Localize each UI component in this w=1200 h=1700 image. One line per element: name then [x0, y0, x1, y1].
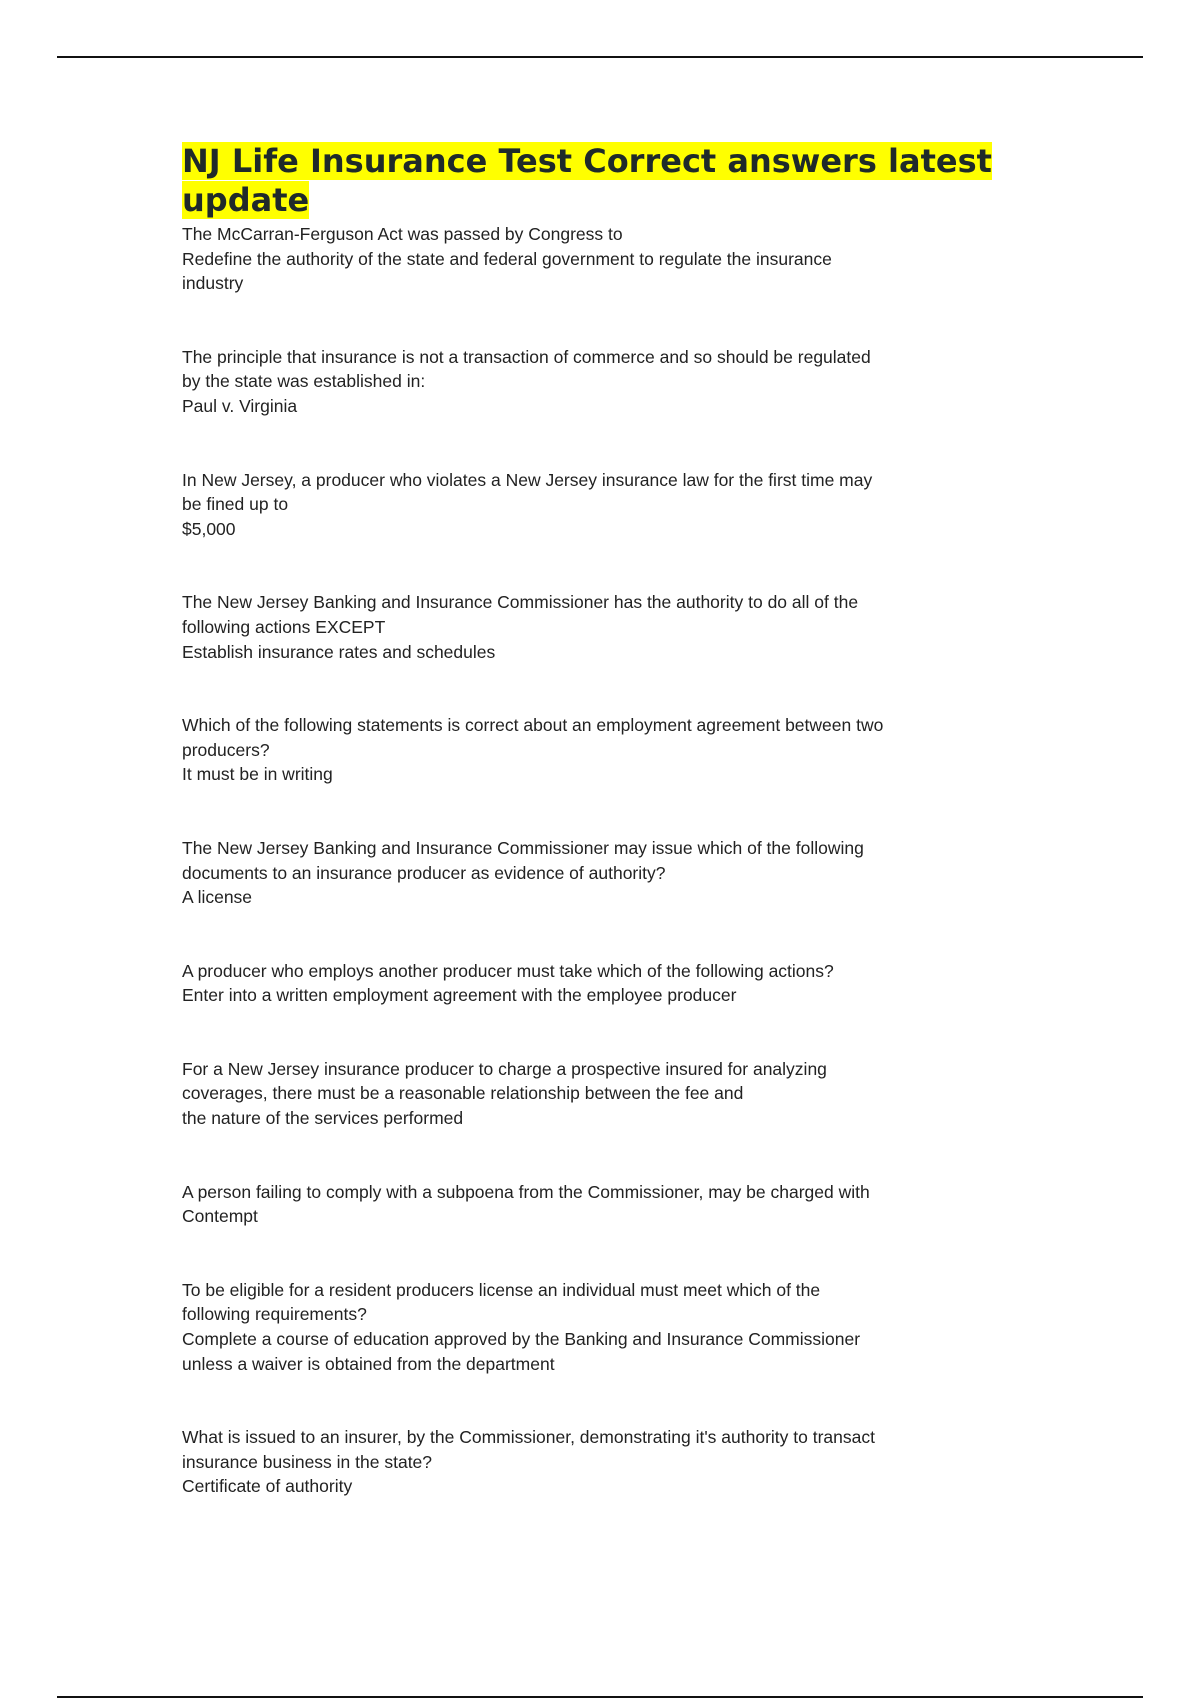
answer-text: Complete a course of education approved by the Banking and Insurance Commissioner unless a waiver is obtained from the department	[182, 1329, 861, 1374]
answer-text: A license	[182, 887, 253, 908]
qa-item	[182, 468, 1012, 542]
qa-item	[182, 1425, 1012, 1499]
question-text: A producer who employs another producer must take which of the following actions?	[182, 960, 834, 981]
bottom-rule	[57, 1696, 1143, 1698]
answer-text: $5,000	[182, 518, 236, 539]
answer-text: It must be in writing	[182, 764, 333, 785]
title-highlight: NJ Life Insurance Test Correct answers latest update	[182, 142, 992, 219]
qa-item	[182, 590, 1012, 664]
document-title	[182, 142, 1012, 220]
qa-item	[182, 345, 1012, 419]
question-text: In New Jersey, a producer who violates a New Jersey insurance law for the first time may be fined up to	[182, 469, 873, 515]
question-text: The New Jersey Banking and Insurance Commissioner has the authority to do all of the following actions EXCEPT	[182, 592, 859, 637]
qa-item	[182, 222, 1012, 296]
qa-item	[182, 1278, 1012, 1376]
question-text: A person failing to comply with a subpoena from the Commissioner, may be charged with	[182, 1181, 870, 1202]
answer-text: Enter into a written employment agreement with the employee producer	[182, 985, 737, 1006]
answer-text: Certificate of authority	[182, 1476, 353, 1497]
answer-text: Establish insurance rates and schedules	[182, 641, 496, 662]
question-text: To be eligible for a resident producers license an individual must meet which of the following requirements?	[182, 1279, 821, 1325]
question-text: The McCarran-Ferguson Act was passed by Congress to	[182, 224, 623, 244]
question-text: What is issued to an insurer, by the Commissioner, demonstrating it's authority to transact insurance business in the state?	[182, 1427, 875, 1472]
qa-item	[182, 836, 1012, 910]
answer-text: Redefine the authority of the state and federal government to regulate the insurance industry	[182, 248, 832, 294]
question-text: For a New Jersey insurance producer to charge a prospective insured for analyzing coverages, there must be a reasonable relationship between the fee and	[182, 1058, 827, 1104]
question-text: The New Jersey Banking and Insurance Commissioner may issue which of the following documents to an insurance producer as evidence of authority?	[182, 837, 864, 883]
qa-item	[182, 959, 1012, 1008]
answer-text: the nature of the services performed	[182, 1108, 464, 1129]
question-text: The principle that insurance is not a transaction of commerce and so should be regulated by the state was established in:	[182, 346, 871, 392]
qa-item	[182, 713, 1012, 787]
answer-text: Paul v. Virginia	[182, 395, 298, 416]
qa-item	[182, 1057, 1012, 1131]
answer-text: Contempt	[182, 1206, 258, 1227]
qa-item	[182, 1180, 1012, 1229]
question-text: Which of the following statements is correct about an employment agreement between two producers?	[182, 715, 884, 760]
top-rule	[57, 56, 1143, 58]
document-body	[182, 142, 1012, 1499]
